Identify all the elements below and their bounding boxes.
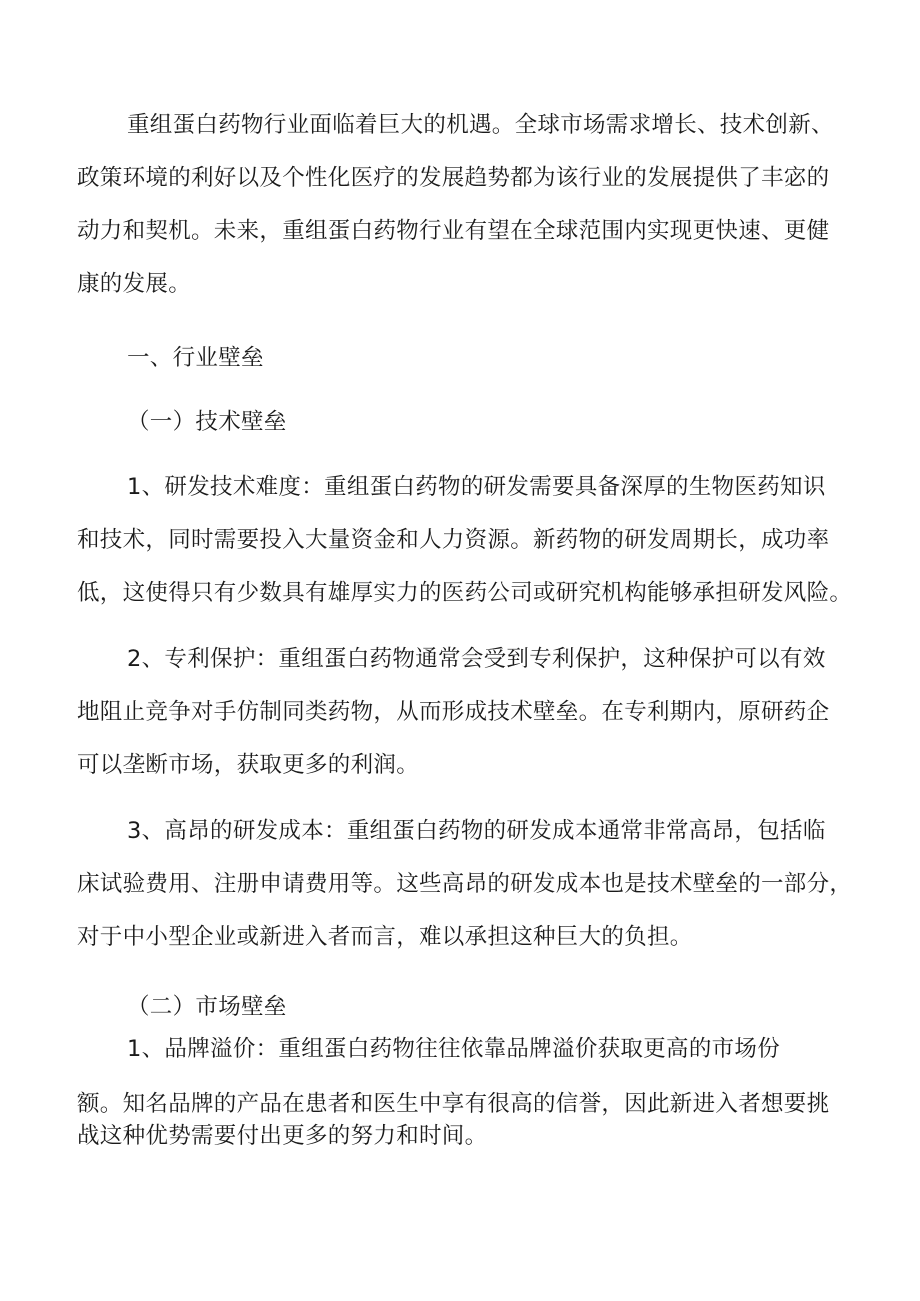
text-line: 1、研发技术难度：重组蛋白药物的研发需要具备深厚的生物医药知识 — [127, 474, 826, 500]
text-line: 地阻止竞争对手仿制同类药物，从而形成技术壁垒。在专利期内，原研药企 — [77, 699, 830, 725]
text-line: 动力和契机。未来，重组蛋白药物行业有望在全球范围内实现更快速、更健 — [77, 218, 830, 244]
text-line: 3、高昂的研发成本：重组蛋白药物的研发成本通常非常高昂，包括临 — [127, 818, 826, 844]
subsection-heading: （一）技术壁垒 — [127, 409, 287, 435]
text-line: 可以垄断市场，获取更多的利润。 — [77, 752, 420, 778]
text-line: 战这种优势需要付出更多的努力和时间。 — [77, 1123, 488, 1149]
text-line: 重组蛋白药物行业面临着巨大的机遇。全球市场需求增长、技术创新、 — [127, 112, 834, 138]
text-line: 对于中小型企业或新进入者而言，难以承担这种巨大的负担。 — [77, 924, 693, 950]
subsection-heading: （二）市场壁垒 — [127, 994, 287, 1020]
text-line: 政策环境的利好以及个性化医疗的发展趋势都为该行业的发展提供了丰宓的 — [77, 165, 830, 191]
text-line: 2、专利保护：重组蛋白药物通常会受到专利保护，这种保护可以有效 — [127, 646, 826, 672]
text-line: 康的发展。 — [77, 271, 192, 297]
section-heading: 一、行业壁垒 — [127, 345, 264, 371]
text-line: 额。知名品牌的产品在患者和医生中享有很高的信誉，因此新进入者想要挑 — [77, 1091, 830, 1117]
text-line: 床试验费用、注册申请费用等。这些高昂的研发成本也是技术壁垒的一部分， — [77, 871, 853, 897]
text-line: 低，这使得只有少数具有雄厚实力的医药公司或研究机构能够承担研发风险。 — [77, 580, 853, 606]
text-line: 1、品牌溢价：重组蛋白药物往往依靠品牌溢价获取更高的市场份 — [127, 1036, 781, 1062]
text-line: 和技术，同时需要投入大量资金和人力资源。新药物的研发周期长，成功率 — [77, 527, 830, 553]
